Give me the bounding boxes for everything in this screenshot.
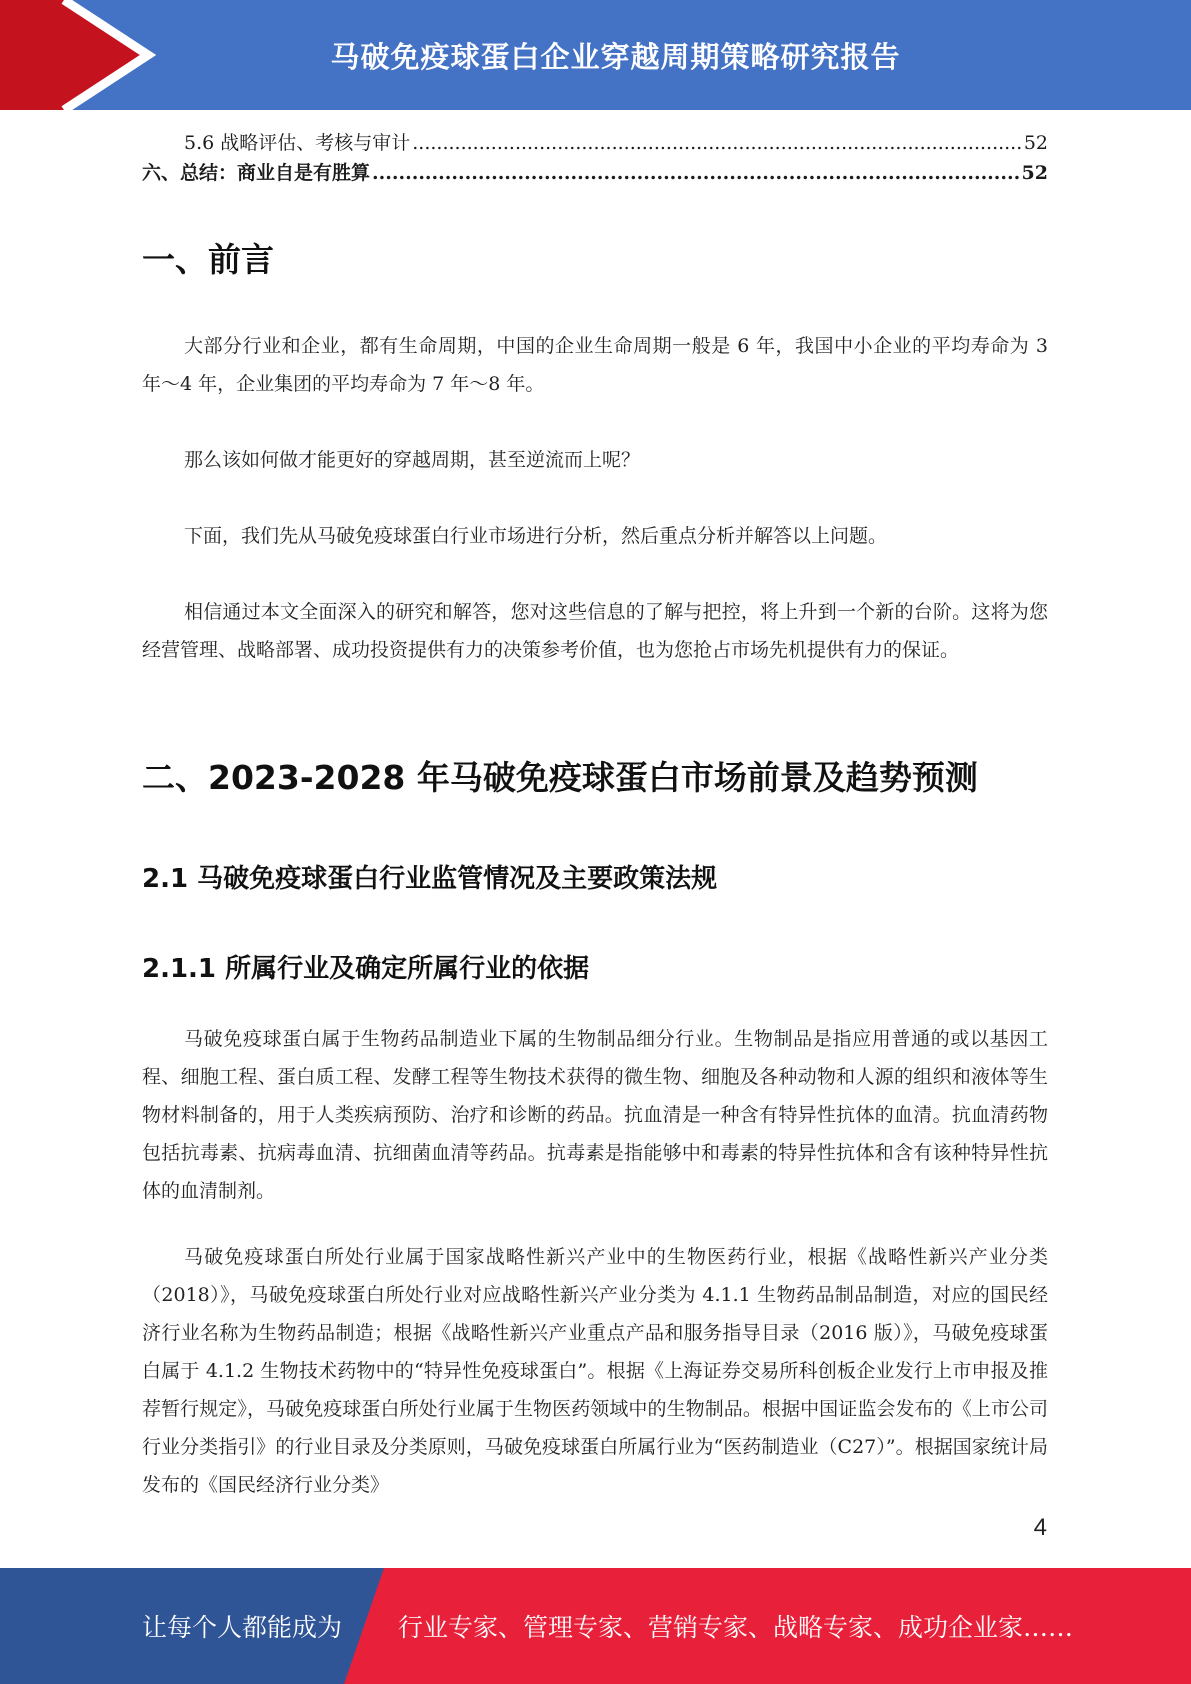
paragraph: 下面，我们先从马破免疫球蛋白行业市场进行分析，然后重点分析并解答以上问题。 bbox=[184, 525, 888, 547]
paragraph: 马破免疫球蛋白属于生物药品制造业下属的生物制品细分行业。生物制品是指应用普通的或以基因工程、细胞工程、蛋白质工程、发酵工程等生物技术获得的微生物、细胞及各种动物和人源的组织和液体等生物材料制备的，用于人类疾病预防、治疗和诊断的药品。抗血清是一种含有特异性抗体的血清。抗血清药物包括抗毒素、抗病毒血清、抗细菌血清等药品。抗毒素是指能够中和毒素的特异性抗体和含有该种特异性抗体的血清制剂。 bbox=[142, 1028, 1048, 1202]
toc-entry-label: 5.6 战略评估、考核与审计 bbox=[184, 132, 411, 154]
footer-slogan-right: 行业专家、管理专家、营销专家、战略专家、成功企业家…… bbox=[398, 1613, 1074, 1642]
paragraph: 大部分行业和企业，都有生命周期，中国的企业生命周期一般是 6 年，我国中小企业的平均寿命为 3 年～4 年，企业集团的平均寿命为 7 年～8 年。 bbox=[142, 335, 1048, 395]
heading-2-1-1: 2.1.1 所属行业及确定所属行业的依据 bbox=[142, 954, 590, 984]
toc-leader-dots bbox=[412, 128, 1022, 158]
toc-entry[interactable] bbox=[142, 158, 1048, 188]
page-number: 4 bbox=[1033, 1514, 1047, 1541]
paragraph: 那么该如何做才能更好的穿越周期，甚至逆流而上呢？ bbox=[184, 449, 641, 471]
header-title: 马破免疫球蛋白企业穿越周期策略研究报告 bbox=[330, 39, 901, 74]
heading-2-1: 2.1 马破免疫球蛋白行业监管情况及主要政策法规 bbox=[142, 864, 718, 894]
page-header bbox=[0, 0, 1191, 110]
paragraph: 相信通过本文全面深入的研究和解答，您对这些信息的了解与把控，将上升到一个新的台阶。这将为您经营管理、战略部署、成功投资提供有力的决策参考价值，也为您抢占市场先机提供有力的保证。 bbox=[142, 601, 1048, 661]
toc-leader-dots bbox=[372, 158, 1020, 188]
footer-slogan-left: 让每个人都能成为 bbox=[142, 1613, 343, 1642]
heading-preface: 一、前言 bbox=[142, 240, 274, 279]
page-footer bbox=[0, 1568, 1191, 1684]
header-chevron-decoration bbox=[0, 0, 160, 110]
toc-entry[interactable] bbox=[142, 128, 1048, 158]
heading-market-outlook: 二、2023-2028 年马破免疫球蛋白市场前景及趋势预测 bbox=[142, 758, 978, 797]
paragraph: 马破免疫球蛋白所处行业属于国家战略性新兴产业中的生物医药行业，根据《战略性新兴产业分类（2018）》，马破免疫球蛋白所处行业对应战略性新兴产业分类为 4.1.1 生物药品制品制造，对应的国民经济行业名称为生物药品制造；根据《战略性新兴产业重点产品和服务指导目录（2016 版）》，马破免疫球蛋白属于 4.1.2 生物技术药物中的“特异性免疫球蛋白”。根据《上海证券交易所科创板企业发行上市申报及推荐暂行规定》，马破免疫球蛋白所处行业属于生物医药领域中的生物制品。根据中国证监会发布的《上市公司行业分类指引》的行业目录及分类原则，马破免疫球蛋白所属行业为“医药制造业（C27）”。根据国家统计局发布的《国民经济行业分类》 bbox=[142, 1246, 1048, 1496]
toc-entry-page: 52 bbox=[1023, 132, 1048, 154]
toc-entry-page: 52 bbox=[1021, 162, 1048, 184]
toc-entry-label: 六、总结：商业自是有胜算 bbox=[142, 162, 371, 184]
